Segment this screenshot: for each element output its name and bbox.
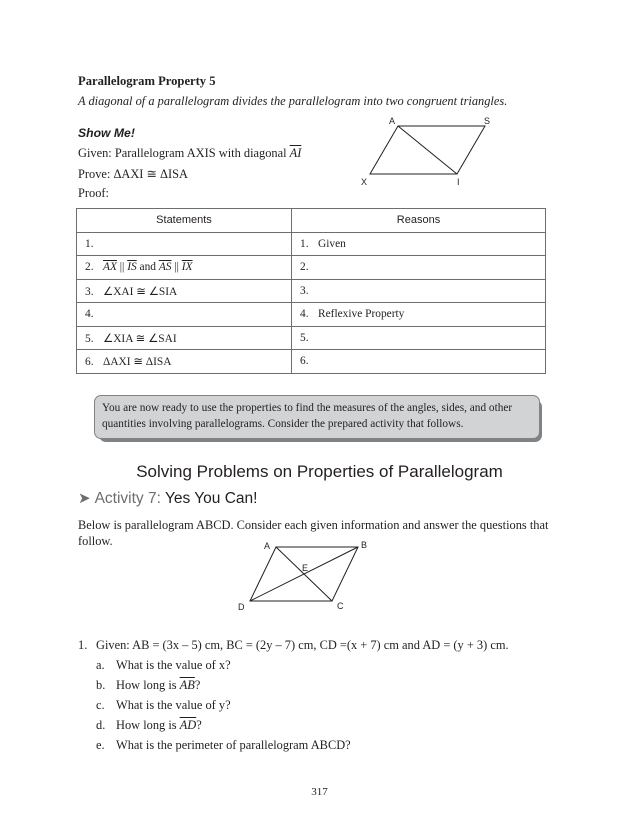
- question-item: [96, 738, 351, 753]
- question-item: [96, 718, 202, 733]
- reason-number: 4.: [300, 308, 309, 321]
- item-text: What is the perimeter of parallelogram ABCD?: [116, 738, 351, 752]
- reason-cell: [292, 303, 546, 327]
- reason-cell: [292, 232, 546, 256]
- reason-cell: [292, 279, 546, 303]
- reason-number: 1.: [300, 237, 309, 250]
- question-item: [96, 698, 231, 713]
- statement-cell: [77, 232, 292, 256]
- given-line: [78, 146, 301, 161]
- question-1: [78, 638, 509, 653]
- reason-text: Given: [318, 237, 346, 250]
- arrow-icon: ➤: [78, 490, 91, 507]
- item-suffix: ?: [194, 678, 201, 692]
- vertex-label-s: S: [484, 116, 491, 126]
- item-text: What is the value of y?: [116, 698, 231, 712]
- statement-number: 4.: [85, 308, 94, 321]
- statement-number: 1.: [85, 237, 94, 250]
- diagonal-bd-line: [250, 547, 358, 601]
- item-letter: c.: [96, 698, 105, 712]
- statement-text: ∠XAI ≅ ∠SIA: [103, 285, 178, 298]
- statement-cell: [77, 256, 292, 280]
- proof-label: Proof:: [78, 186, 109, 200]
- proof-table: [76, 208, 546, 374]
- vertex-label-b: B: [361, 540, 368, 550]
- note-box: You are now ready to use the properties to find the measures of the angles, sides, and other quantities involving parallelograms. Consider the prepared activity that follows.: [94, 395, 540, 439]
- table-row: [77, 232, 546, 256]
- reason-cell: [292, 256, 546, 280]
- statement-cell: [77, 350, 292, 374]
- vertex-label-a: A: [389, 116, 396, 126]
- activity-label: Activity 7:: [94, 490, 161, 507]
- item-segment: $\overline{AD}$: [179, 718, 197, 732]
- property-statement: A diagonal of a parallelogram divides the parallelogram into two congruent triangles.: [78, 94, 508, 108]
- activity-heading: [78, 489, 257, 508]
- statement-cell: [77, 303, 292, 327]
- parallel-symbol: ||: [116, 261, 128, 274]
- question-given: Given: AB = (3x – 5) cm, BC = (2y – 7) cm, CD =(x + 7) cm and AD = (y + 3) cm.: [96, 638, 509, 652]
- segment-as: $\overline{AS}$: [158, 261, 172, 274]
- parallelogram-axis-figure: [355, 112, 505, 192]
- statement-cell: [77, 279, 292, 303]
- reason-number: 2.: [300, 261, 309, 274]
- section-title: Solving Problems on Properties of Parallelogram: [136, 462, 503, 481]
- statement-text: [103, 261, 193, 273]
- page-number: 317: [311, 786, 328, 798]
- diagonal-segment: $\overline{AI}$: [289, 146, 302, 160]
- item-letter: e.: [96, 738, 105, 752]
- question-item: [96, 678, 200, 693]
- table-row: [77, 256, 546, 280]
- vertex-label-a: A: [264, 541, 271, 551]
- reasons-header: Reasons: [292, 209, 546, 233]
- statement-cell: [77, 326, 292, 350]
- table-row: [77, 326, 546, 350]
- statements-header: Statements: [77, 209, 292, 233]
- and-word: and: [136, 261, 159, 274]
- prove-line: Prove: ΔAXI ≅ ΔISA: [78, 167, 188, 181]
- statement-number: 6.: [85, 356, 94, 369]
- vertex-label-i: I: [457, 177, 460, 187]
- given-prefix: Given: Parallelogram AXIS with diagonal: [78, 146, 290, 160]
- item-suffix: ?: [196, 718, 202, 732]
- item-letter: b.: [96, 678, 106, 692]
- reason-number: 3.: [300, 284, 309, 297]
- reason-number: 5.: [300, 331, 309, 344]
- question-item: [96, 658, 231, 673]
- item-text: How long is: [116, 678, 180, 692]
- table-row: [77, 303, 546, 327]
- reason-text: Reflexive Property: [318, 308, 405, 321]
- item-letter: a.: [96, 658, 105, 672]
- reason-cell: [292, 350, 546, 374]
- table-row: [77, 279, 546, 303]
- vertex-label-d: D: [238, 602, 245, 612]
- activity-title: Yes You Can!: [164, 490, 258, 507]
- item-segment: $\overline{AB}$: [179, 678, 195, 692]
- segment-ax: $\overline{AX}$: [103, 261, 117, 274]
- item-text: How long is: [116, 718, 180, 732]
- proof-table-header-row: [77, 209, 546, 233]
- parallelogram-abcd-figure: [230, 537, 390, 617]
- statement-number: 3.: [85, 285, 94, 298]
- reason-cell: [292, 326, 546, 350]
- statement-text: ΔAXI ≅ ΔISA: [103, 356, 172, 369]
- diagonal-ai-line: [398, 126, 457, 174]
- question-number: 1.: [78, 638, 88, 652]
- segment-is: $\overline{IS}$: [127, 261, 137, 274]
- item-text: What is the value of x?: [116, 658, 231, 672]
- activity-instructions: Below is parallelogram ABCD. Consider each given information and answer the questions that follow.: [78, 518, 549, 548]
- statement-number: 2.: [85, 261, 94, 274]
- table-row: [77, 350, 546, 374]
- vertex-label-x: X: [361, 177, 368, 187]
- property-title: Parallelogram Property 5: [78, 74, 216, 88]
- statement-text: ∠XIA ≅ ∠SAI: [103, 332, 177, 345]
- show-me-label: Show Me!: [78, 126, 135, 140]
- statement-number: 5.: [85, 332, 94, 345]
- item-letter: d.: [96, 718, 106, 732]
- vertex-label-c: C: [337, 601, 344, 611]
- parallel-symbol: ||: [171, 261, 182, 274]
- intersection-label-e: E: [302, 563, 309, 573]
- segment-ix: $\overline{IX}$: [181, 261, 193, 274]
- reason-number: 6.: [300, 355, 309, 368]
